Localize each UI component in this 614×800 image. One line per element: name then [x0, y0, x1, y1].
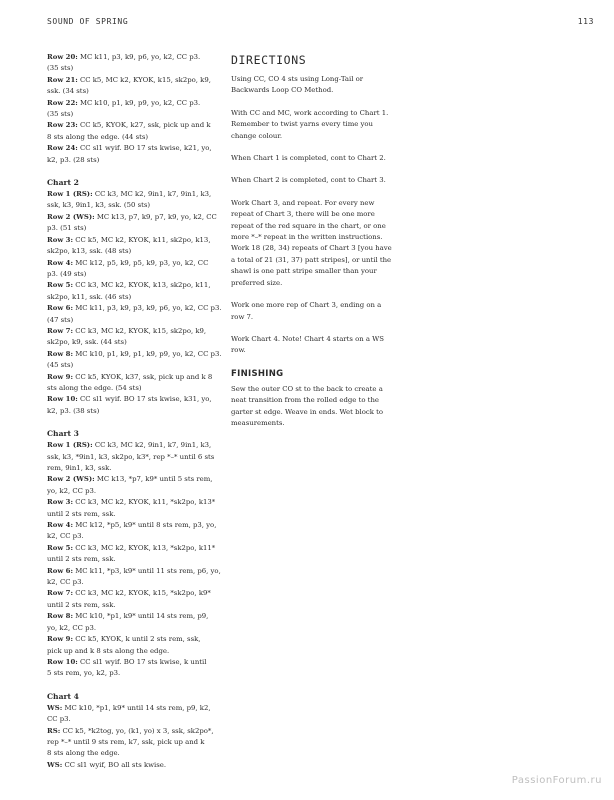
chart3-row-line	[47, 634, 223, 645]
directions-paragraph-line: When Chart 1 is completed, cont to Chart 2.	[231, 154, 386, 163]
right-column	[231, 52, 409, 440]
directions-paragraph-line: Work one more rep of Chart 3, ending on a	[231, 301, 382, 310]
row-instruction: until 2 sts rem, ssk.	[47, 509, 116, 518]
chart3-heading: Chart 3	[47, 429, 79, 439]
directions-paragraph-line: When Chart 2 is completed, cont to Chart 3.	[231, 176, 386, 185]
chart2-row-line	[47, 212, 223, 223]
row-instruction: CC k3, MC k2, 9in1, k7, 9in1, k3,	[92, 190, 212, 199]
directions-paragraph	[231, 108, 409, 142]
left-column	[47, 52, 223, 771]
row-instruction: pick up and k 8 sts along the edge.	[47, 646, 170, 655]
chart3-row-line	[47, 463, 223, 474]
row-label: Row 9:	[47, 635, 73, 644]
chart1-row-line	[47, 155, 223, 166]
row-label: Row 4:	[47, 258, 73, 267]
row-instruction: (35 sts)	[47, 110, 74, 119]
row-instruction: MC k11, p3, k9, p6, yo, k2, CC p3.	[77, 53, 201, 61]
chart4-row-line	[47, 703, 223, 714]
chart2-row-line	[47, 326, 223, 337]
directions-paragraph-line: Using CC, CO 4 sts using Long-Tail or	[231, 75, 364, 83]
chart2-row-line	[47, 372, 223, 383]
chart4-rows	[47, 703, 223, 771]
chart3-row-line	[47, 520, 223, 531]
row-label: Row 21:	[47, 75, 78, 84]
finishing-heading: FINISHING	[231, 368, 284, 379]
row-instruction: MC k11, *p3, k9* until 11 sts rem, p6, yo,	[73, 566, 221, 575]
row-instruction: CC k3, MC k2, KYOK, k15, *sk2po, k9*	[73, 589, 211, 598]
chart3-row-line	[47, 611, 223, 622]
row-instruction: MC k10, p1, k9, p1, k9, p9, yo, k2, CC p3.	[73, 349, 222, 358]
row-instruction: MC k10, p1, k9, p9, yo, k2, CC p3.	[77, 98, 201, 107]
directions-paragraph-line: Work 18 (28, 34) repeats of Chart 3 [you have	[231, 244, 392, 253]
chart2-row-line	[47, 280, 223, 291]
row-instruction: CC k5, MC k2, KYOK, k11, sk2po, k13,	[73, 235, 211, 244]
row-instruction: MC k10, *p1, k9* until 14 sts rem, p9,	[73, 612, 209, 621]
directions-paragraph	[231, 175, 409, 186]
row-label: WS:	[47, 703, 63, 712]
directions-heading: DIRECTIONS	[231, 53, 307, 67]
directions-paragraph-line: row.	[231, 346, 246, 355]
chart2-row-line	[47, 200, 223, 211]
row-instruction: sts along the edge. (54 sts)	[47, 383, 142, 392]
row-label: Row 3:	[47, 498, 73, 507]
row-instruction: CC p3.	[47, 715, 71, 724]
row-instruction: MC k13, *p7, k9* until 5 sts rem,	[94, 475, 213, 484]
running-head	[47, 17, 594, 31]
chart3-rows	[47, 440, 223, 680]
row-instruction: until 2 sts rem, ssk.	[47, 555, 116, 564]
row-label: Row 22:	[47, 98, 78, 107]
directions-paragraph	[231, 300, 409, 323]
directions-paragraph-line: Work Chart 3, and repeat. For every new	[231, 198, 375, 207]
row-instruction: sk2po, k11, ssk. (46 sts)	[47, 292, 132, 301]
finishing-paragraph-line: Sew the outer CO st to the back to create a	[231, 384, 383, 393]
chart1-rows-tail	[47, 52, 223, 166]
chart2-row-line	[47, 394, 223, 405]
chart4-row-line	[47, 726, 223, 737]
directions-paragraph-line: Work Chart 4. Note! Chart 4 starts on a WS	[231, 334, 384, 343]
directions-paragraph-line: With CC and MC, work according to Chart 1.	[231, 108, 389, 117]
row-instruction: ssk, k3, 9in1, k3, ssk. (50 sts)	[47, 201, 151, 210]
chart1-row-line	[47, 75, 223, 86]
row-instruction: k2, CC p3.	[47, 578, 84, 587]
row-instruction: CC sl1 wyif. BO 17 sts kwise, k31, yo,	[77, 395, 212, 404]
directions-paragraph-line: repeat of Chart 3, there will be one more	[231, 210, 375, 219]
row-label: RS:	[47, 726, 61, 735]
chart1-row-line	[47, 109, 223, 120]
row-label: Row 5:	[47, 543, 73, 552]
chart4-row-line	[47, 714, 223, 725]
directions-paragraph-line: shawl is one patt stripe smaller than your	[231, 267, 377, 276]
row-instruction: MC k12, p5, k9, p5, k9, p3, yo, k2, CC	[73, 258, 209, 267]
chart2-row-line	[47, 269, 223, 280]
directions-body	[231, 74, 409, 357]
row-label: Row 24:	[47, 144, 78, 153]
chart1-row-line	[47, 143, 223, 154]
chart3-row-line	[47, 440, 223, 451]
chart2-row-line	[47, 337, 223, 348]
chart4-row-line	[47, 737, 223, 748]
directions-paragraph	[231, 74, 409, 97]
chart1-row-line	[47, 86, 223, 97]
row-label: Row 8:	[47, 349, 73, 358]
row-label: Row 10:	[47, 657, 78, 666]
chart4-row-line	[47, 760, 223, 771]
chart3-row-line	[47, 646, 223, 657]
chart2-row-line	[47, 406, 223, 417]
chart2-row-line	[47, 246, 223, 257]
row-instruction: 8 sts along the edge.	[47, 749, 120, 758]
chart3-row-line	[47, 543, 223, 554]
directions-paragraph-line: Remember to twist yarns every time you	[231, 120, 373, 129]
directions-paragraph-line: change colour.	[231, 131, 283, 140]
row-label: Row 10:	[47, 395, 78, 404]
row-label: Row 6:	[47, 304, 73, 313]
finishing-paragraph	[231, 384, 409, 430]
row-instruction: CC sl1 wyif, BO all sts kwise.	[62, 760, 167, 769]
row-label: Row 8:	[47, 612, 73, 621]
row-instruction: CC k5, *k2tog, yo, (k1, yo) x 3, ssk, sk2po*,	[60, 726, 214, 735]
directions-paragraph-line: a total of 21 (31, 37) patt stripes], or until the	[231, 255, 392, 264]
chart2-row-line	[47, 235, 223, 246]
chart4-heading: Chart 4	[47, 691, 79, 701]
row-label: Row 2 (WS):	[47, 212, 95, 221]
row-instruction: (35 sts)	[47, 64, 74, 73]
row-instruction: ssk. (34 sts)	[47, 87, 89, 96]
chart1-row-line	[47, 63, 223, 74]
directions-paragraph-line: repeat of the red square in the chart, or one	[231, 221, 386, 230]
directions-paragraph	[231, 153, 409, 164]
row-instruction: ssk, k3, *9in1, k3, sk2po, k3*, rep *–* until 6 sts	[47, 452, 215, 461]
running-head-title: SOUND OF SPRING	[47, 17, 129, 26]
chart3-row-line	[47, 497, 223, 508]
chart2-row-line	[47, 360, 223, 371]
row-instruction: CC k5, MC k2, KYOK, k15, sk2po, k9,	[77, 75, 211, 84]
finishing-paragraph-line: garter st edge. Weave in ends. Wet block to	[231, 407, 384, 416]
chart3-row-line	[47, 531, 223, 542]
row-instruction: CC k3, MC k2, KYOK, k13, sk2po, k11,	[73, 281, 211, 290]
finishing-body	[231, 384, 409, 430]
row-instruction: CC k3, MC k2, KYOK, k15, sk2po, k9,	[73, 326, 207, 335]
watermark: PassionForum.ru	[511, 775, 602, 786]
row-instruction: CC k5, KYOK, k27, ssk, pick up and k	[77, 121, 211, 130]
chart3-row-line	[47, 668, 223, 679]
chart3-row-line	[47, 566, 223, 577]
row-instruction: yo, k2, CC p3.	[47, 486, 97, 495]
row-instruction: CC k5, KYOK, k until 2 sts rem, ssk,	[73, 635, 201, 644]
row-instruction: MC k13, p7, k9, p7, k9, yo, k2, CC	[94, 212, 217, 221]
chart2-row-line	[47, 315, 223, 326]
row-instruction: k2, CC p3.	[47, 532, 84, 541]
row-instruction: rem, 9in1, k3, ssk.	[47, 464, 112, 472]
finishing-paragraph-line: measurements.	[231, 418, 285, 427]
chart2-row-line	[47, 189, 223, 200]
row-instruction: 5 sts rem, yo, k2, p3.	[47, 669, 121, 678]
row-instruction: MC k10, *p1, k9* until 14 sts rem, p9, k2,	[62, 703, 211, 712]
row-instruction: sk2po, k13, ssk. (48 sts)	[47, 247, 132, 256]
chart3-row-line	[47, 623, 223, 634]
directions-paragraph-line: more *–* repeat in the written instructions.	[231, 233, 383, 242]
directions-paragraph-line: row 7.	[231, 312, 254, 321]
chart3-row-line	[47, 600, 223, 611]
chart2-row-line	[47, 303, 223, 314]
row-instruction: CC sl1 wyif. BO 17 sts kwise, k until	[77, 657, 207, 666]
row-instruction: CC k3, MC k2, KYOK, k13, *sk2po, k11*	[73, 543, 216, 552]
row-label: Row 3:	[47, 235, 73, 244]
row-instruction: p3. (51 sts)	[47, 224, 87, 233]
row-label: Row 23:	[47, 121, 78, 130]
row-instruction: rep *–* until 9 sts rem, k7, ssk, pick up and k	[47, 737, 205, 746]
finishing-paragraph-line: neat transition from the rolled edge to the	[231, 396, 379, 405]
row-instruction: CC k3, MC k2, 9in1, k7, 9in1, k3,	[92, 441, 212, 450]
row-instruction: k2, p3. (38 sts)	[47, 406, 100, 415]
chart3-row-line	[47, 509, 223, 520]
chart1-row-line	[47, 132, 223, 143]
row-instruction: CC sl1 wyif. BO 17 sts kwise, k21, yo,	[77, 144, 212, 153]
chart3-row-line	[47, 577, 223, 588]
chart3-row-line	[47, 657, 223, 668]
row-instruction: CC k3, MC k2, KYOK, k11, *sk2po, k13*	[73, 498, 216, 507]
chart2-row-line	[47, 223, 223, 234]
directions-paragraph-line: preferred size.	[231, 278, 283, 287]
row-label: Row 1 (RS):	[47, 441, 93, 450]
chart2-row-line	[47, 258, 223, 269]
chart3-row-line	[47, 588, 223, 599]
chart2-row-line	[47, 292, 223, 303]
row-label: WS:	[47, 760, 63, 769]
chart2-row-line	[47, 349, 223, 360]
chart1-row-line	[47, 120, 223, 131]
chart4-row-line	[47, 748, 223, 759]
row-label: Row 20:	[47, 53, 78, 61]
chart3-row-line	[47, 486, 223, 497]
row-instruction: k2, p3. (28 sts)	[47, 155, 100, 164]
directions-paragraph	[231, 198, 409, 289]
chart2-heading: Chart 2	[47, 178, 79, 188]
row-label: Row 1 (RS):	[47, 190, 93, 199]
chart3-row-line	[47, 452, 223, 463]
row-instruction: (45 sts)	[47, 361, 74, 370]
row-label: Row 7:	[47, 326, 73, 335]
row-label: Row 5:	[47, 281, 73, 290]
row-instruction: 8 sts along the edge. (44 sts)	[47, 132, 149, 141]
row-label: Row 9:	[47, 372, 73, 381]
row-instruction: yo, k2, CC p3.	[47, 623, 97, 632]
chart2-row-line	[47, 383, 223, 394]
chart3-row-line	[47, 474, 223, 485]
row-label: Row 2 (WS):	[47, 475, 95, 484]
page-number: 113	[577, 17, 594, 26]
chart3-row-line	[47, 554, 223, 565]
chart2-rows	[47, 189, 223, 417]
row-instruction: (47 sts)	[47, 315, 74, 324]
row-instruction: MC k12, *p5, k9* until 8 sts rem, p3, yo,	[73, 521, 217, 530]
row-instruction: until 2 sts rem, ssk.	[47, 600, 116, 609]
row-label: Row 6:	[47, 566, 73, 575]
chart1-row-line	[47, 52, 223, 63]
row-label: Row 4:	[47, 521, 73, 530]
row-instruction: sk2po, k9, ssk. (44 sts)	[47, 338, 127, 347]
chart1-row-line	[47, 98, 223, 109]
row-instruction: CC k5, KYOK, k37, ssk, pick up and k 8	[73, 372, 213, 381]
directions-paragraph	[231, 334, 409, 357]
directions-paragraph-line: Backwards Loop CO Method.	[231, 86, 334, 95]
row-label: Row 7:	[47, 589, 73, 598]
row-instruction: MC k11, p3, k9, p3, k9, p6, yo, k2, CC p3.	[73, 304, 222, 313]
row-instruction: p3. (49 sts)	[47, 269, 87, 278]
